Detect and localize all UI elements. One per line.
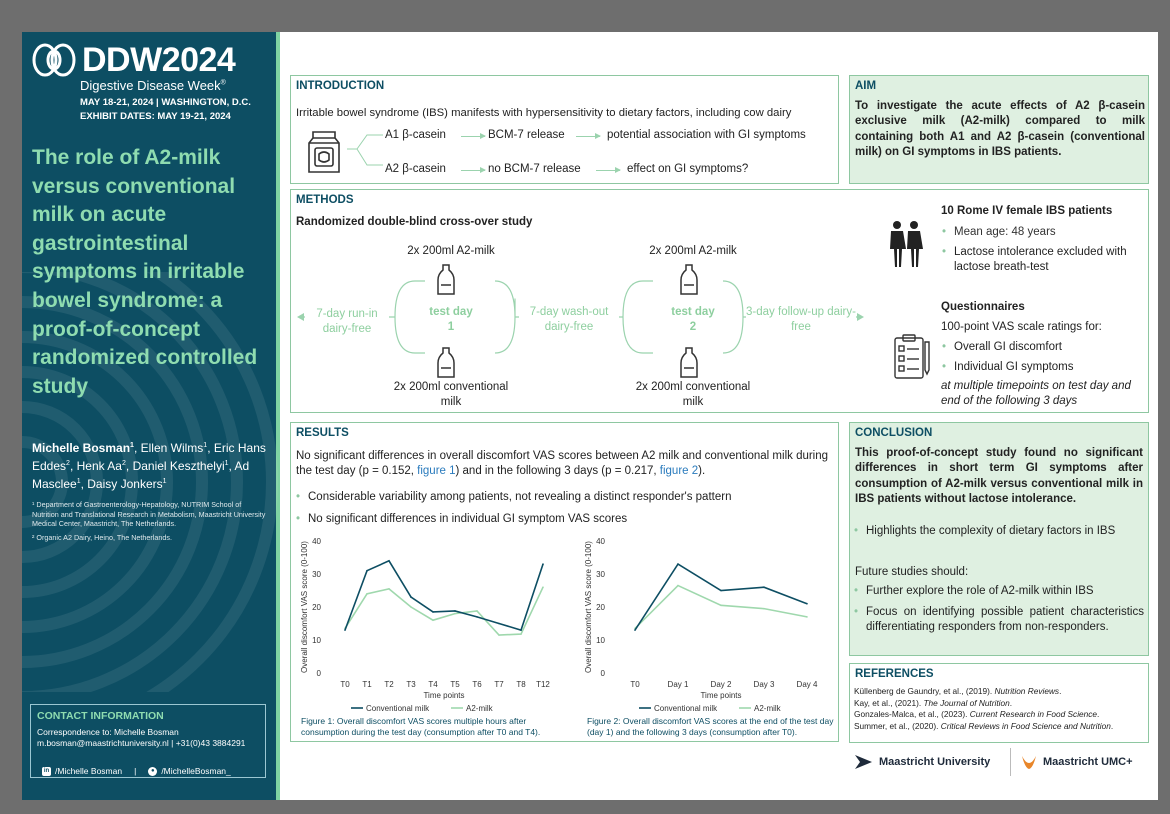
results-bullet: • Considerable variability among patients, not revealing a distinct responder's pattern: [308, 490, 731, 505]
patients-heading: 10 Rome IV female IBS patients: [941, 205, 1113, 217]
left-panel: [22, 32, 280, 800]
x-axis-label: Time points: [700, 691, 742, 700]
x-tick-label: T4: [428, 680, 438, 689]
linkedin-icon: in: [43, 767, 50, 774]
test-day-2: test day 2: [671, 306, 715, 333]
aim-text: To investigate the acute effects of A2 β-casein exclusive milk (A2-milk) compared to milk containing both A1 and A2 β-casein (conventional milk) on GI symptoms in IBS patients.: [855, 100, 1145, 158]
introduction-text: Irritable bowel syndrome (IBS) manifests with hypersensitivity to dietary factors, including cow dairy: [296, 107, 792, 119]
data-point: [366, 570, 368, 572]
arrow: [576, 136, 600, 137]
x-tick-label: T8: [516, 680, 526, 689]
reference-item: Küllenberg de Gaundry, et al., (2019). Nutrition Reviews.: [854, 686, 1062, 696]
introduction-heading: INTRODUCTION: [296, 80, 385, 92]
results-heading: RESULTS: [296, 427, 349, 439]
data-point: [432, 619, 434, 621]
series-line-conventional: [635, 564, 807, 630]
data-point: [542, 586, 544, 588]
reference-item: Gonzales-Malca, et al., (2023). Current Research in Food Science.: [854, 709, 1100, 719]
patients-item: • Lactose intolerance excluded with lactose breath-test: [954, 245, 1144, 275]
data-point: [476, 616, 478, 618]
references-section: [849, 663, 1149, 743]
event-dates: MAY 18-21, 2024 | WASHINGTON, D.C. EXHIBIT DATES: MAY 19-21, 2024: [80, 97, 251, 122]
future-item: • Further explore the role of A2-milk within IBS: [866, 584, 1094, 599]
footer-divider: [1010, 748, 1011, 776]
legend-label: Conventional milk: [654, 704, 718, 713]
figure-2-caption: Figure 2: Overall discomfort VAS scores at the end of the test day (day 1) and the following 3 days (consumption after T0).: [587, 716, 834, 737]
a2-milk-dose-2: 2x 200ml A2-milk: [649, 245, 737, 257]
umc-logo-icon: [1020, 753, 1038, 771]
legend-label: Conventional milk: [366, 704, 430, 713]
conclusion-heading: CONCLUSION: [855, 427, 933, 439]
data-point: [454, 613, 456, 615]
data-point: [806, 616, 808, 618]
x-tick-label: T1: [362, 680, 372, 689]
y-tick-label: 20: [596, 603, 605, 612]
y-tick-label: 0: [600, 669, 605, 678]
y-tick-label: 40: [596, 537, 605, 546]
test-day-1: test day 1: [429, 306, 473, 333]
correspondence: Correspondence to: Michelle Bosman: [37, 727, 179, 737]
aim-heading: AIM: [855, 80, 877, 92]
data-point: [388, 588, 390, 590]
reference-item: Kay, et al., (2021). The Journal of Nutrition.: [854, 697, 1013, 708]
reference-item: Summer, et al., (2020). Critical Reviews in Food Science and Nutrition.: [854, 720, 1114, 731]
questionnaires-heading: Questionnaires: [941, 301, 1025, 313]
mu-logo-icon: [854, 753, 874, 771]
social-links: in /Michelle Bosman | ● /MichelleBosman_: [43, 766, 231, 776]
author-name: Ad Masclee$^1$: [32, 459, 250, 491]
results-text: No significant differences in overall discomfort VAS scores between A2 milk and conventional milk during the test day (p = 0.152, figure 1) and in the following 3 days (p = 0.217, figure 2).: [296, 450, 829, 477]
x-tick-label: Day 3: [753, 680, 775, 689]
figure-1-chart: [297, 533, 569, 713]
x-axis-label: Time points: [423, 691, 465, 700]
logo-text: DDW2024: [82, 41, 236, 79]
future-item: • Focus on identifying possible patient characteristics differentiating responders from non-responders.: [866, 605, 1144, 635]
bcm7-release: BCM-7 release: [488, 129, 565, 141]
patients-icon: [889, 220, 923, 268]
methods-section: [290, 189, 1149, 413]
poster: [22, 32, 1158, 800]
data-point: [720, 590, 722, 592]
a2-casein: A2 β-casein: [385, 163, 446, 175]
references-heading: REFERENCES: [855, 668, 934, 680]
data-point: [410, 596, 412, 598]
timepoints-note: at multiple timepoints on test day and end of the following 3 days: [941, 380, 1131, 407]
author-list: Michelle Bosman$^1$, Ellen Wilms$^1$, Eric Hans Eddes$^2$, Henk Aa$^2$, Daniel Keszthelyi$^1$, Ad Masclee$^1$, Daisy Jonkers$^1$: [32, 441, 266, 491]
data-point: [763, 586, 765, 588]
results-bullet: • No significant differences in individual GI symptom VAS scores: [308, 512, 627, 527]
x-tick-label: T7: [494, 680, 504, 689]
reference-list: [854, 686, 1148, 732]
questionnaire-item: • Overall GI discomfort: [954, 340, 1062, 355]
x-tick-label: Day 1: [667, 680, 689, 689]
x-tick-label: T12: [536, 680, 550, 689]
affiliations: ¹ Department of Gastroenterology-Hepatology, NUTRIM School of Nutrition and Translational Research in Metabolism, Maastricht University Medical Center, Maastricht, The Netherlands. ² Organic A2 Dairy, Heino, The Netherlands.: [32, 500, 266, 542]
future-studies: Future studies should:: [855, 566, 969, 578]
results-section: [290, 422, 839, 742]
series-line-a2: [635, 586, 807, 629]
figure-2-link[interactable]: figure 2: [659, 465, 699, 477]
data-point: [634, 629, 636, 631]
twitter-icon: ●: [148, 767, 157, 776]
poster-title: The role of A2-milk versus conventional milk on acute gastrointestinal symptoms in irritable bowel syndrome: a proof-of-concept randomized controlled study: [32, 146, 258, 398]
x-tick-label: Day 2: [710, 680, 732, 689]
x-tick-label: T6: [472, 680, 482, 689]
twitter-handle[interactable]: /MichelleBosman_: [161, 766, 231, 776]
author-name: Eric Hans Eddes$^2$: [32, 441, 266, 473]
data-point: [520, 633, 522, 635]
data-point: [720, 605, 722, 607]
arrow: [596, 170, 620, 171]
x-tick-label: T2: [384, 680, 394, 689]
conventional-milk-dose-2: 2x 200ml conventional milk: [635, 381, 751, 408]
effect-question: effect on GI symptoms?: [627, 163, 749, 175]
data-point: [410, 606, 412, 608]
x-tick-label: T5: [450, 680, 460, 689]
legend-label: A2-milk: [466, 704, 493, 713]
x-tick-label: T3: [406, 680, 416, 689]
potential-association: potential association with GI symptoms: [607, 129, 806, 141]
y-tick-label: 30: [312, 570, 321, 579]
author-name: Michelle Bosman$^1$: [32, 441, 134, 455]
y-tick-label: 40: [312, 537, 321, 546]
no-bcm7-release: no BCM-7 release: [488, 163, 581, 175]
legend-label: A2-milk: [754, 704, 781, 713]
data-point: [476, 610, 478, 612]
arrow: [461, 170, 485, 171]
questionnaires-text: 100-point VAS scale ratings for:: [941, 321, 1102, 333]
logo-subtitle: Digestive Disease Week®: [80, 78, 226, 93]
contact-heading: CONTACT INFORMATION: [37, 710, 164, 722]
data-point: [520, 629, 522, 631]
y-tick-label: 20: [312, 603, 321, 612]
x-tick-label: Day 4: [796, 680, 818, 689]
x-tick-label: T0: [630, 680, 640, 689]
x-tick-label: T0: [340, 680, 350, 689]
data-point: [454, 610, 456, 612]
aim-section: [849, 75, 1149, 184]
data-point: [388, 560, 390, 562]
a1-casein: A1 β-casein: [385, 129, 446, 141]
conventional-milk-dose-1: 2x 200ml conventional milk: [393, 381, 509, 408]
data-point: [677, 585, 679, 587]
data-point: [763, 608, 765, 610]
maastricht-umc-logo: Maastricht UMC+: [1020, 753, 1133, 771]
y-tick-label: 10: [596, 636, 605, 645]
ddw-logo-icon: [30, 42, 78, 78]
author-name: Ellen Wilms$^1$: [140, 441, 208, 455]
figure-1-link[interactable]: figure 1: [417, 465, 456, 477]
y-tick-label: 10: [312, 636, 321, 645]
data-point: [344, 629, 346, 631]
y-axis-label: Overall discomfort VAS score (0-100): [584, 541, 593, 673]
introduction-section: [290, 75, 839, 184]
washout-period: 7-day wash-out dairy-free: [519, 305, 619, 335]
study-design: Randomized double-blind cross-over study: [296, 216, 533, 228]
data-point: [366, 593, 368, 595]
arrow: [461, 136, 485, 137]
figure-1-caption: Figure 1: Overall discomfort VAS scores multiple hours after consumption during the test day (consumption after T0 and T4).: [301, 716, 541, 737]
data-point: [498, 634, 500, 636]
run-in-period: 7-day run-in dairy-free: [305, 307, 389, 337]
data-point: [432, 611, 434, 613]
conclusion-bullet: • Highlights the complexity of dietary factors in IBS: [866, 524, 1115, 539]
data-point: [806, 603, 808, 605]
contact-email: m.bosman@maastrichtuniversity.nl | +31(0)43 3884291: [37, 738, 246, 748]
milk-carton-icon: [307, 128, 341, 174]
methods-heading: METHODS: [296, 194, 354, 206]
y-axis-label: Overall discomfort VAS score (0-100): [300, 541, 309, 673]
study-flow-diagram: [291, 190, 871, 414]
conclusion-text: This proof-of-concept study found no significant differences in short term GI symptoms after consumption of A2-milk versus conventional milk in IBS patients without lactose intolerance.: [855, 447, 1143, 505]
ddw-logo: [30, 42, 235, 78]
conclusion-section: [849, 422, 1149, 656]
author-name: Daisy Jonkers$^1$: [87, 477, 167, 491]
author-name: Henk Aa$^2$: [76, 459, 126, 473]
data-point: [498, 623, 500, 625]
branch-icon: [347, 124, 383, 174]
series-line-conventional: [345, 561, 543, 630]
figure-2-chart: [581, 533, 836, 713]
data-point: [542, 563, 544, 565]
y-tick-label: 0: [316, 669, 321, 678]
maastricht-university-logo: Maastricht University: [854, 753, 990, 771]
y-tick-label: 30: [596, 570, 605, 579]
linkedin-handle[interactable]: /Michelle Bosman: [55, 766, 123, 776]
a2-milk-dose-1: 2x 200ml A2-milk: [407, 245, 495, 257]
patients-item: • Mean age: 48 years: [954, 225, 1056, 240]
author-name: Daniel Keszthelyi$^1$: [132, 459, 229, 473]
questionnaire-item: • Individual GI symptoms: [954, 360, 1074, 375]
data-point: [677, 563, 679, 565]
follow-up-period: 3-day follow-up dairy-free: [746, 306, 856, 333]
clipboard-icon: [893, 334, 935, 380]
